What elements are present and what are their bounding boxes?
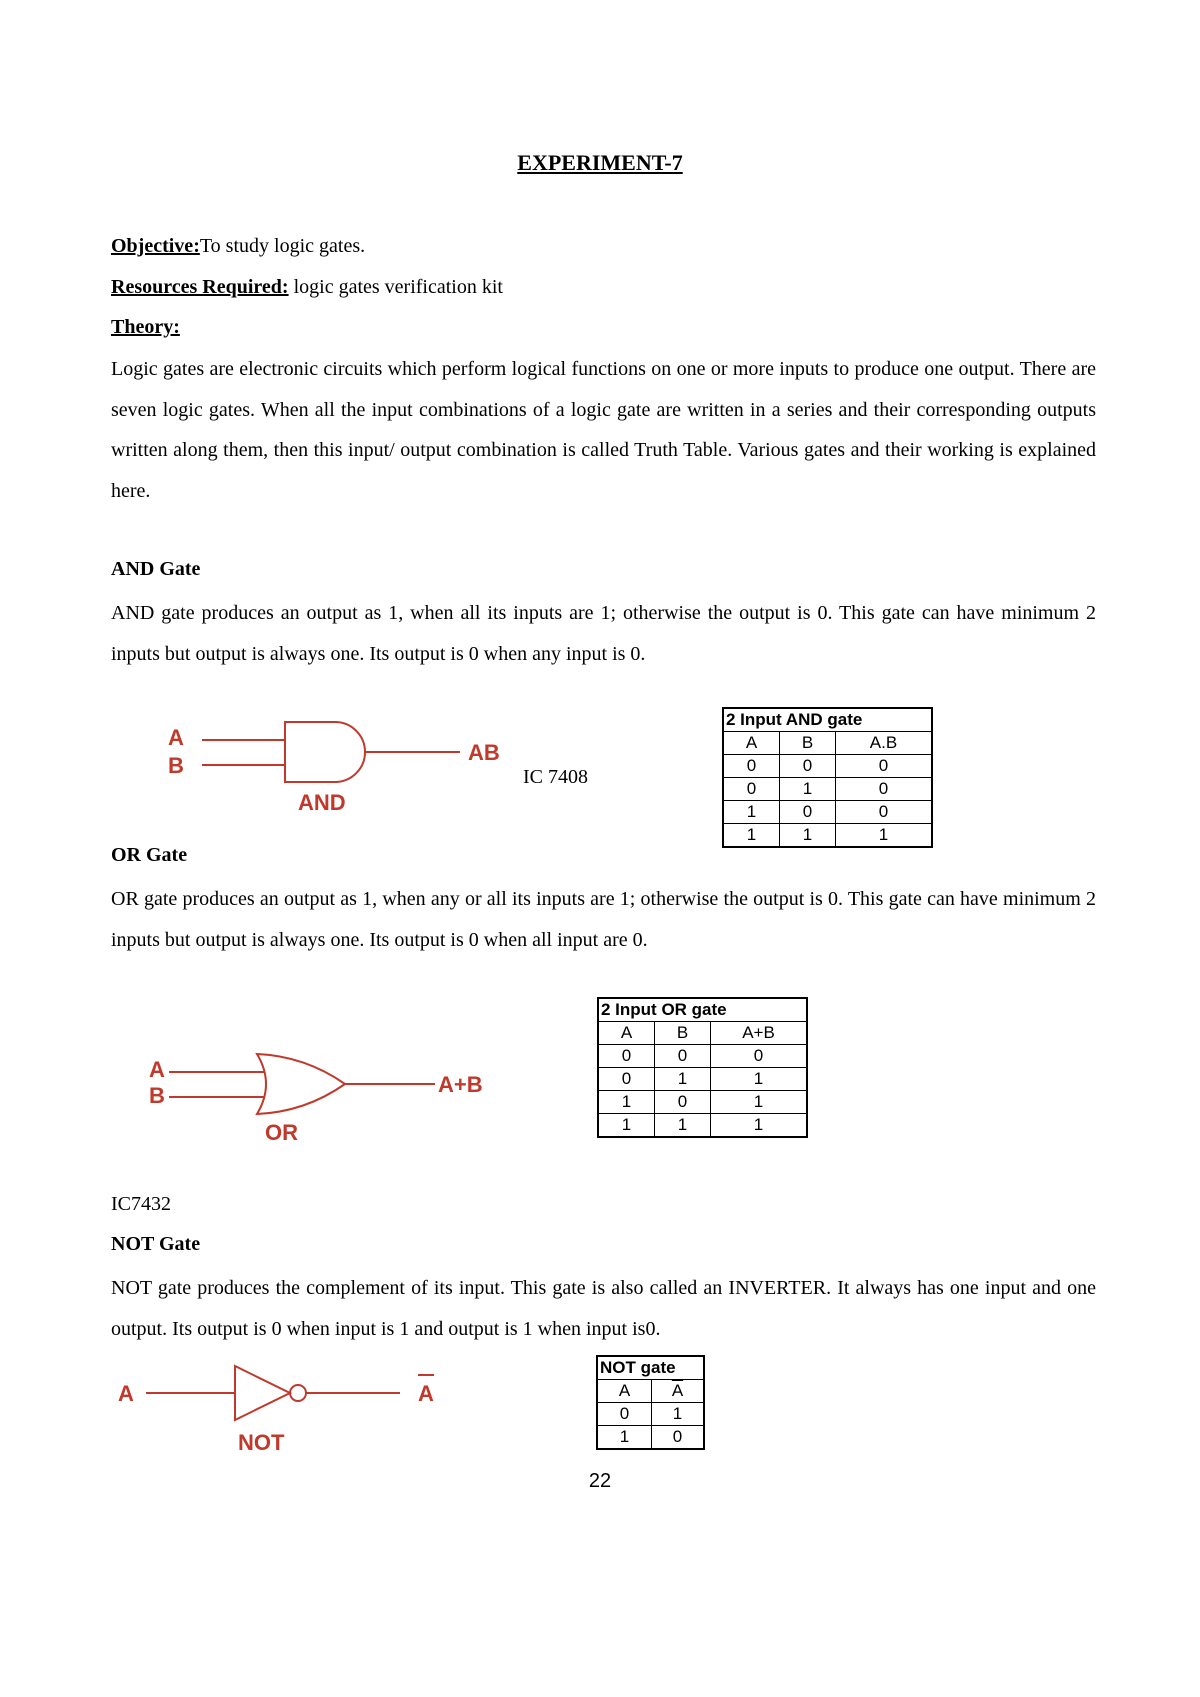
table-cell: 1 (598, 1091, 655, 1114)
table-cell: 0 (836, 778, 933, 801)
and-gate-heading: AND Gate (111, 558, 201, 580)
not-truth-table (596, 1355, 705, 1450)
not-gate-symbol (235, 1366, 290, 1420)
table-row (723, 778, 932, 801)
not-table-caption: NOT gate (597, 1356, 704, 1380)
and-table-caption: 2 Input AND gate (723, 708, 932, 732)
not-gate-paragraph: NOT gate produces the complement of its input. This gate is also called an INVERTER. It always has one input and one output. Its output is 0 when input is 1 and output is 1 when input is0. (111, 1277, 1096, 1340)
table-header-cell: A+B (711, 1022, 808, 1045)
table-cell: 1 (652, 1403, 705, 1426)
table-cell: 0 (780, 755, 836, 778)
or-gate-paragraph: OR gate produces an output as 1, when any or all its inputs are 1; otherwise the output is 0. This gate can have minimum 2 inputs but output is always one. Its output is 0 when all input are 0. (111, 888, 1096, 951)
and-output-label: AB (468, 740, 500, 765)
objective-text: To study logic gates. (199, 235, 366, 257)
table-header-row (598, 1022, 807, 1045)
table-header-row (723, 732, 932, 755)
table-cell: 0 (597, 1403, 652, 1426)
table-cell: 1 (836, 824, 933, 848)
not-gate-heading: NOT Gate (111, 1233, 201, 1255)
or-gate-diagram (135, 1040, 515, 1150)
table-header-cell: A.B (836, 732, 933, 755)
not-bubble (290, 1385, 306, 1401)
and-gate-diagram (150, 710, 520, 820)
and-gate-symbol (285, 722, 365, 782)
theory-paragraph: Logic gates are electronic circuits which perform logical functions on one or more inputs to produce one output. There are seven logic gates. When all the input combinations of a logic gate are written in a series and their corresponding outputs written along them, then this input/ output combination is called Truth Table. Various gates and their working is explained here. (111, 358, 1096, 502)
table-row (598, 1114, 807, 1138)
not-input-label: A (118, 1381, 134, 1406)
table-cell: 1 (655, 1068, 711, 1091)
table-cell: 1 (711, 1091, 808, 1114)
table-cell: 0 (836, 801, 933, 824)
and-gate-name: AND (298, 790, 346, 815)
table-cell: 1 (780, 778, 836, 801)
and-input-a-label: A (168, 725, 184, 750)
table-cell: 1 (711, 1068, 808, 1091)
table-header-cell: $\overline{A}$ (652, 1380, 705, 1403)
table-cell: 1 (597, 1426, 652, 1450)
or-output-label: A+B (438, 1072, 483, 1097)
table-row (723, 755, 932, 778)
table-cell: 1 (723, 801, 780, 824)
or-input-b-label: B (149, 1083, 165, 1108)
table-header-cell: B (780, 732, 836, 755)
table-cell: 0 (655, 1091, 711, 1114)
table-row (598, 1045, 807, 1068)
page-title: EXPERIMENT-7 (517, 150, 683, 175)
not-gate-name: NOT (238, 1430, 285, 1455)
table-cell: 0 (836, 755, 933, 778)
table-header-row (597, 1380, 704, 1403)
not-output-label: A (418, 1381, 434, 1406)
or-truth-table (597, 997, 808, 1138)
table-cell: 0 (723, 778, 780, 801)
page-number: 22 (588, 1470, 612, 1492)
theory-label: Theory: (111, 316, 180, 338)
table-cell: 1 (780, 824, 836, 848)
table-row (598, 1091, 807, 1114)
table-header-cell: B (655, 1022, 711, 1045)
or-gate-name: OR (265, 1120, 298, 1145)
table-cell: 0 (711, 1045, 808, 1068)
table-cell: 0 (598, 1068, 655, 1091)
resources-line (111, 275, 503, 299)
table-row (723, 824, 932, 848)
table-cell: 1 (723, 824, 780, 848)
objective-label: Objective: (111, 235, 200, 257)
or-table-caption: 2 Input OR gate (598, 998, 807, 1022)
table-cell: 0 (780, 801, 836, 824)
and-truth-table (722, 707, 933, 848)
table-row (598, 1068, 807, 1091)
objective-line (111, 234, 365, 258)
resources-text: logic gates verification kit (288, 276, 503, 298)
table-header-cell: A (598, 1022, 655, 1045)
table-cell: 1 (598, 1114, 655, 1138)
table-row (597, 1403, 704, 1426)
and-input-b-label: B (168, 753, 184, 778)
table-cell: 0 (655, 1045, 711, 1068)
and-ic-number: IC 7408 (523, 766, 588, 788)
or-gate-symbol (257, 1054, 345, 1114)
table-cell: 0 (652, 1426, 705, 1450)
resources-label: Resources Required: (111, 276, 289, 298)
and-gate-paragraph: AND gate produces an output as 1, when all its inputs are 1; otherwise the output is 0. This gate can have minimum 2 inputs but output is always one. Its output is 0 when any input is 0. (111, 602, 1096, 665)
table-header-cell: A (597, 1380, 652, 1403)
theory-heading (111, 315, 180, 339)
table-cell: 1 (711, 1114, 808, 1138)
or-ic-number: IC7432 (111, 1193, 171, 1215)
table-row (597, 1426, 704, 1450)
not-gate-diagram (110, 1360, 450, 1460)
table-cell: 1 (655, 1114, 711, 1138)
table-header-cell: A (723, 732, 780, 755)
table-cell: 0 (598, 1045, 655, 1068)
or-gate-heading: OR Gate (111, 844, 188, 866)
table-row (723, 801, 932, 824)
or-input-a-label: A (149, 1057, 165, 1082)
table-cell: 0 (723, 755, 780, 778)
